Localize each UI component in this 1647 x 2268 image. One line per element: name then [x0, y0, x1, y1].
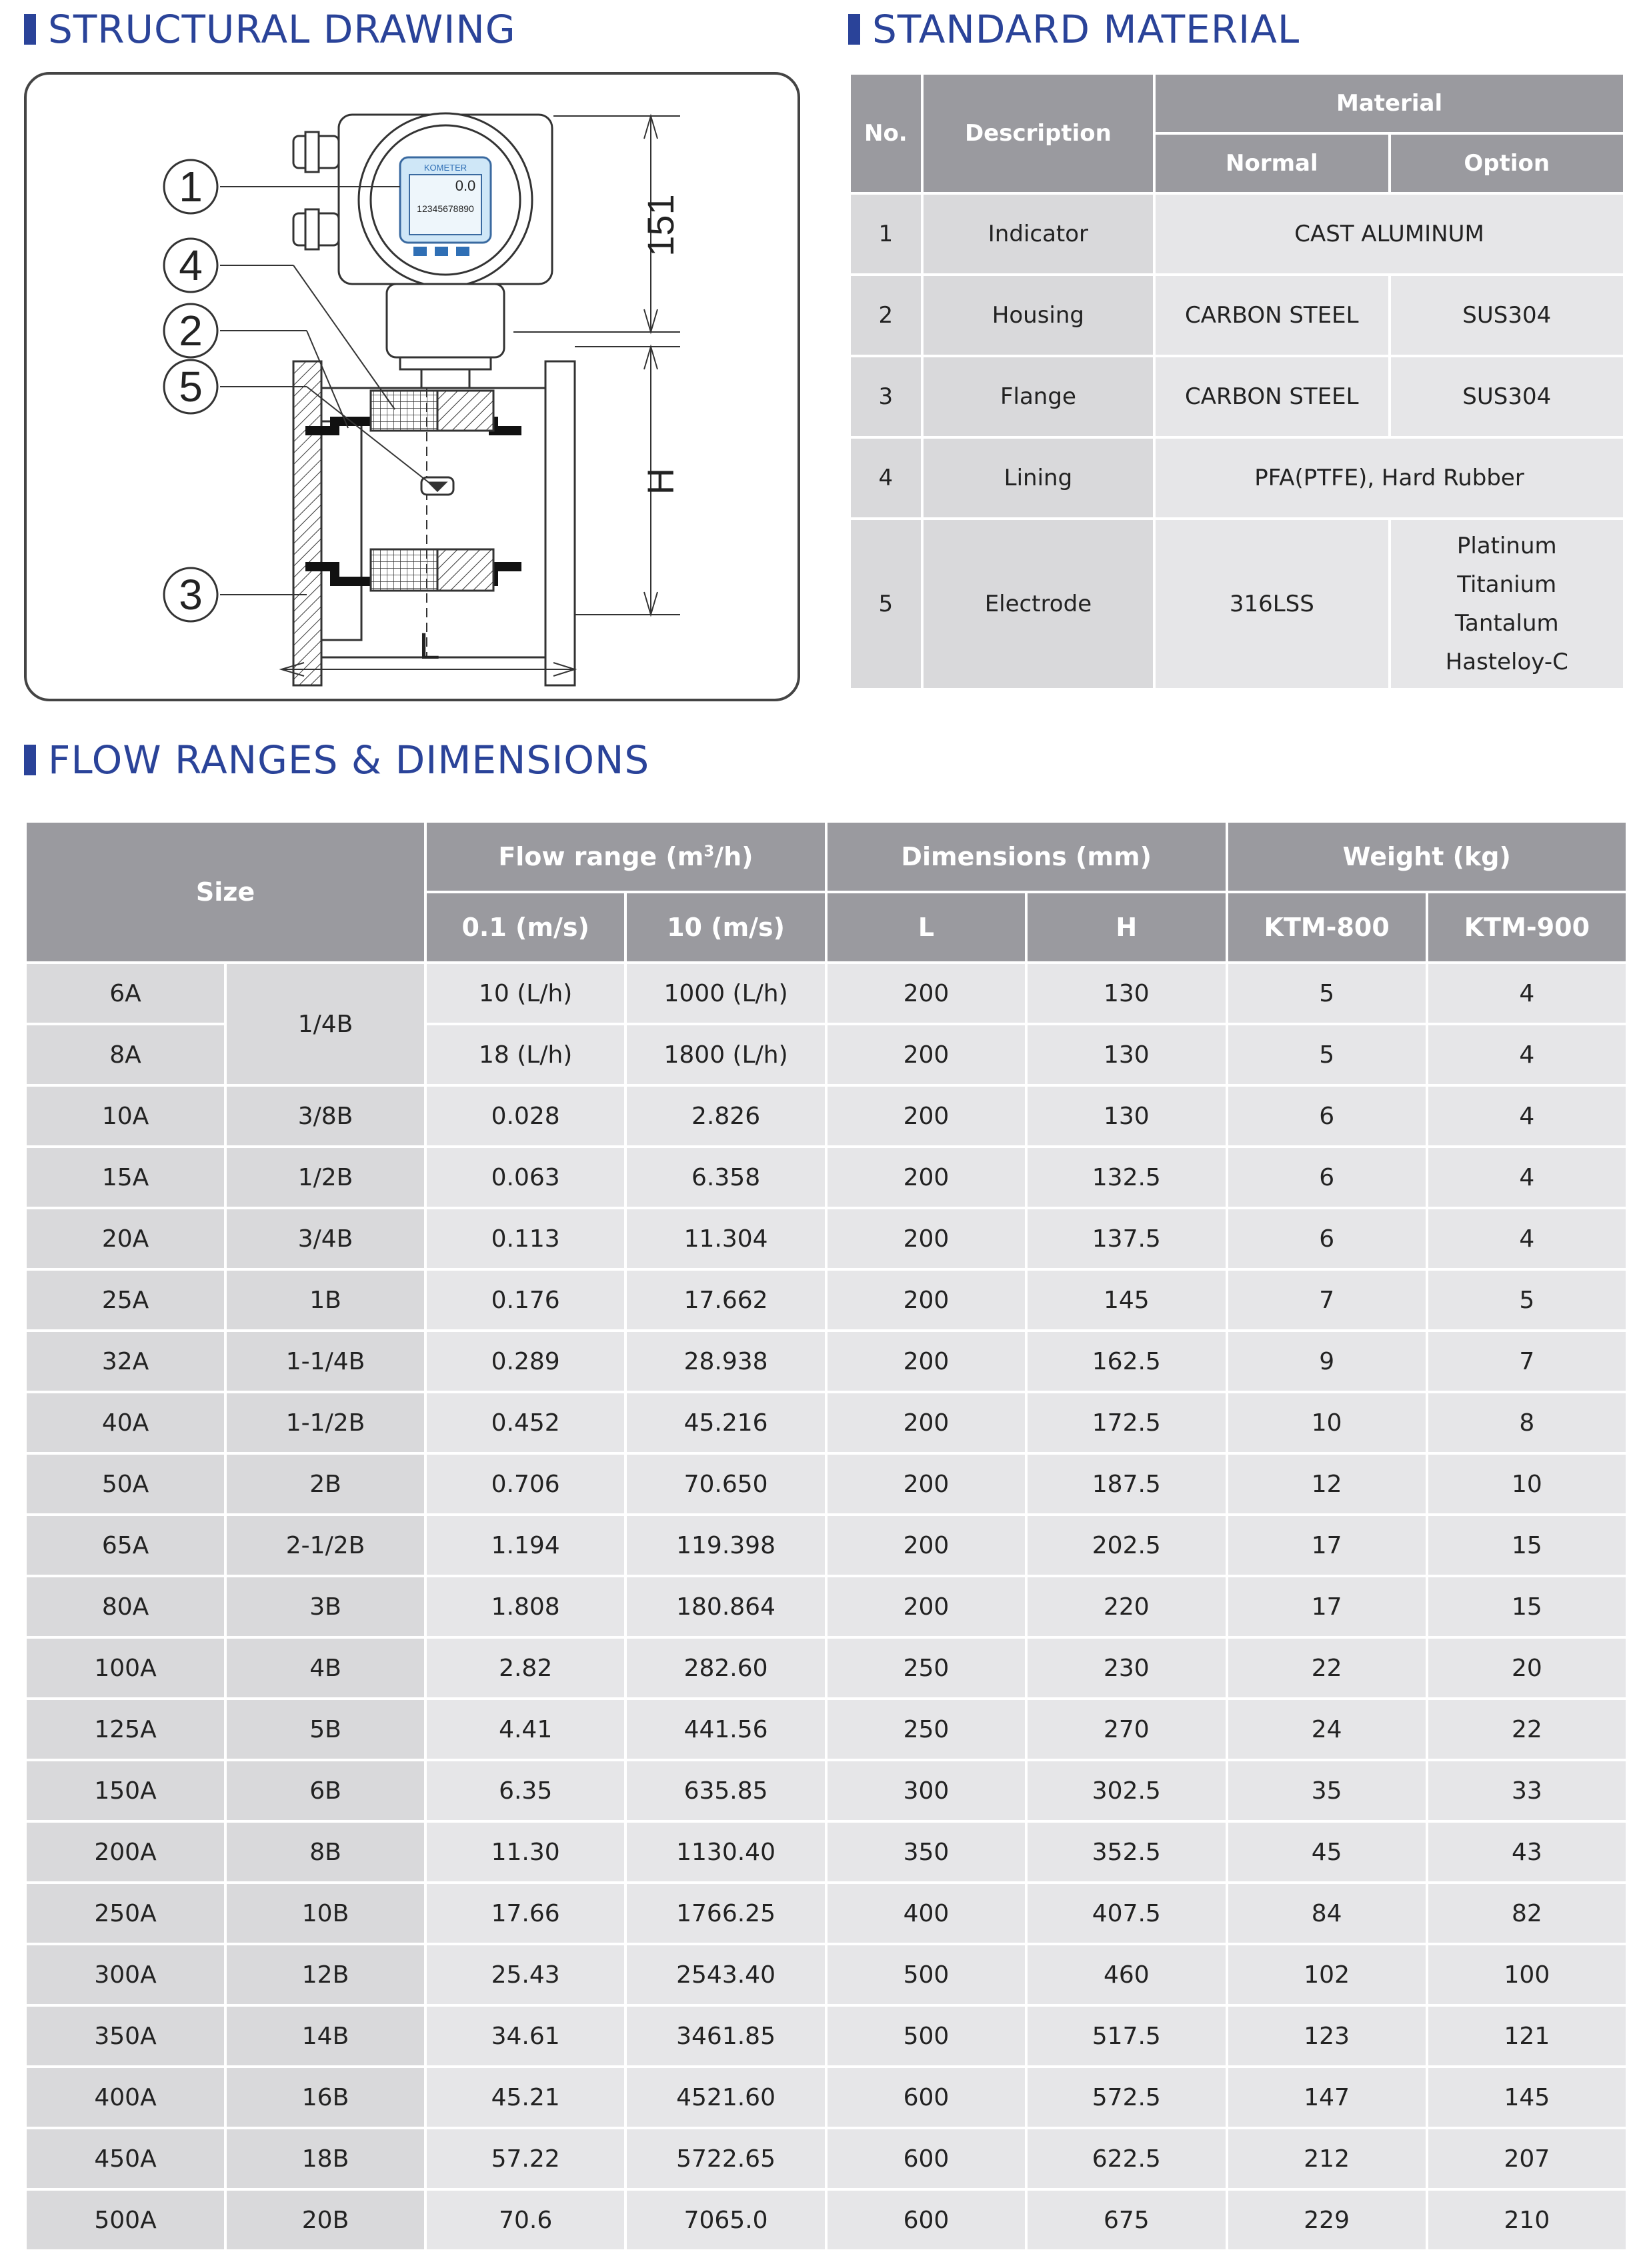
cell-normal: 316LSS: [1156, 520, 1388, 688]
cell-dim-l: 400: [828, 1884, 1025, 1943]
cell-weight-ktm900: 145: [1428, 2068, 1626, 2127]
header-size: Size: [27, 823, 424, 961]
cell-size-b: 1-1/2B: [227, 1393, 424, 1452]
table-row: [27, 2068, 1626, 2127]
cell-size-a: 6A: [27, 964, 224, 1023]
header-velocity-01: 0.1 (m/s): [427, 893, 624, 961]
cell-flow-10: 70.650: [627, 1455, 825, 1513]
cell-weight-ktm900: 15: [1428, 1516, 1626, 1575]
header-no: No.: [851, 75, 921, 192]
cell-dim-h: 145: [1028, 1271, 1225, 1329]
cell-size-b: 20B: [227, 2191, 424, 2249]
cell-flow-10: 17.662: [627, 1271, 825, 1329]
cell-flow-10: 4521.60: [627, 2068, 825, 2127]
table-row: [851, 357, 1623, 436]
flow-ranges-title: FLOW RANGES & DIMENSIONS: [24, 737, 649, 783]
title-bar-marker: [24, 14, 36, 45]
cell-flow-10: 28.938: [627, 1332, 825, 1391]
svg-text:3: 3: [179, 571, 203, 619]
cell-normal: CAST ALUMINUM: [1156, 195, 1623, 273]
cell-weight-ktm900: 100: [1428, 1945, 1626, 2004]
cell-size-a: 200A: [27, 1823, 224, 1881]
cell-description: Lining: [924, 439, 1153, 517]
cell-dim-l: 600: [828, 2129, 1025, 2188]
table-row: [27, 1148, 1626, 1207]
callout-2: [164, 304, 217, 357]
option-item: Platinum: [1456, 533, 1557, 559]
cell-dim-l: 500: [828, 1945, 1025, 2004]
cell-size-a: 450A: [27, 2129, 224, 2188]
cell-weight-ktm800: 17: [1228, 1516, 1426, 1575]
svg-text:1: 1: [179, 163, 203, 211]
cell-flow-01: 2.82: [427, 1639, 624, 1697]
cell-flow-01: 25.43: [427, 1945, 624, 2004]
cell-flow-10: 635.85: [627, 1761, 825, 1820]
flowmeter-drawing: [27, 75, 803, 704]
cell-flow-01: 70.6: [427, 2191, 624, 2249]
table-row: [27, 1516, 1626, 1575]
svg-text:4: 4: [179, 241, 203, 289]
cell-dim-h: 230: [1028, 1639, 1225, 1697]
header-weight: Weight (kg): [1228, 823, 1626, 891]
cell-dim-h: 202.5: [1028, 1516, 1225, 1575]
cell-flow-10: 2.826: [627, 1087, 825, 1145]
table-row: [851, 439, 1623, 517]
cell-flow-10: 11.304: [627, 1209, 825, 1268]
cell-weight-ktm900: 7: [1428, 1332, 1626, 1391]
cell-flow-10: 282.60: [627, 1639, 825, 1697]
cell-size-a: 350A: [27, 2007, 224, 2065]
cell-size-a: 500A: [27, 2191, 224, 2249]
cell-size-b: 8B: [227, 1823, 424, 1881]
cell-weight-ktm900: 43: [1428, 1823, 1626, 1881]
cell-flow-01: 0.028: [427, 1087, 624, 1145]
cell-flow-01: 1.194: [427, 1516, 624, 1575]
cell-weight-ktm800: 24: [1228, 1700, 1426, 1759]
cell-weight-ktm900: 121: [1428, 2007, 1626, 2065]
cell-size-b: 1B: [227, 1271, 424, 1329]
cell-description: Indicator: [924, 195, 1153, 273]
cell-size-b: 2B: [227, 1455, 424, 1513]
cell-flow-10: 180.864: [627, 1577, 825, 1636]
header-ktm-900: KTM-900: [1428, 893, 1626, 961]
cell-dim-h: 407.5: [1028, 1884, 1225, 1943]
callout-5: [164, 360, 217, 413]
cell-weight-ktm800: 35: [1228, 1761, 1426, 1820]
cell-flow-10: 3461.85: [627, 2007, 825, 2065]
header-dimensions: Dimensions (mm): [828, 823, 1226, 891]
cell-size-b: 3B: [227, 1577, 424, 1636]
option-item: Tantalum: [1454, 610, 1559, 637]
cell-flow-10: 2543.40: [627, 1945, 825, 2004]
table-row: [27, 2007, 1626, 2065]
header-ktm-800: KTM-800: [1228, 893, 1426, 961]
cell-normal: CARBON STEEL: [1156, 357, 1388, 436]
cell-weight-ktm900: 4: [1428, 1087, 1626, 1145]
cell-weight-ktm800: 22: [1228, 1639, 1426, 1697]
cell-size-a: 100A: [27, 1639, 224, 1697]
cell-weight-ktm800: 229: [1228, 2191, 1426, 2249]
cell-dim-l: 200: [828, 1455, 1025, 1513]
table-row: [27, 2129, 1626, 2188]
cell-dim-l: 200: [828, 1209, 1025, 1268]
cell-option: SUS304: [1391, 276, 1623, 355]
table-row: [27, 1393, 1626, 1452]
cell-weight-ktm800: 5: [1228, 964, 1426, 1023]
cell-size-b: 14B: [227, 2007, 424, 2065]
cell-weight-ktm800: 12: [1228, 1455, 1426, 1513]
flow-ranges-table: [24, 820, 1628, 2252]
cell-weight-ktm800: 6: [1228, 1087, 1426, 1145]
cell-dim-l: 600: [828, 2068, 1025, 2127]
cell-flow-10: 45.216: [627, 1393, 825, 1452]
cell-option: SUS304: [1391, 357, 1623, 436]
cell-flow-01: 18 (L/h): [427, 1025, 624, 1084]
cell-dim-l: 350: [828, 1823, 1025, 1881]
dimension-l-label: L: [419, 625, 440, 667]
cell-weight-ktm800: 84: [1228, 1884, 1426, 1943]
standard-material-title: STANDARD MATERIAL: [848, 7, 1300, 52]
cell-dim-l: 200: [828, 1516, 1025, 1575]
cell-flow-01: 17.66: [427, 1884, 624, 1943]
cell-size-a: 25A: [27, 1271, 224, 1329]
table-row: [851, 195, 1623, 273]
header-option: Option: [1391, 135, 1623, 192]
cell-dim-h: 622.5: [1028, 2129, 1225, 2188]
cell-flow-10: 1800 (L/h): [627, 1025, 825, 1084]
cell-dim-h: 220: [1028, 1577, 1225, 1636]
cell-flow-01: 34.61: [427, 2007, 624, 2065]
cell-size-a: 400A: [27, 2068, 224, 2127]
cell-flow-01: 1.808: [427, 1577, 624, 1636]
cell-size-b: 4B: [227, 1639, 424, 1697]
cell-dim-h: 187.5: [1028, 1455, 1225, 1513]
cell-weight-ktm800: 45: [1228, 1823, 1426, 1881]
header-h: H: [1028, 893, 1225, 961]
table-row: [27, 1639, 1626, 1697]
cell-weight-ktm800: 9: [1228, 1332, 1426, 1391]
cell-dim-l: 200: [828, 1393, 1025, 1452]
cell-dim-h: 460: [1028, 1945, 1225, 2004]
cell-dim-h: 137.5: [1028, 1209, 1225, 1268]
cell-size-a: 80A: [27, 1577, 224, 1636]
cell-size-a: 125A: [27, 1700, 224, 1759]
header-flow-range: Flow range $(m^3/h)$: [427, 823, 825, 891]
standard-material-table: [848, 72, 1626, 691]
cell-dim-h: 572.5: [1028, 2068, 1225, 2127]
cell-weight-ktm800: 123: [1228, 2007, 1426, 2065]
title-bar-marker: [848, 14, 860, 45]
cell-dim-h: 352.5: [1028, 1823, 1225, 1881]
cell-weight-ktm900: 33: [1428, 1761, 1626, 1820]
cell-flow-01: 0.289: [427, 1332, 624, 1391]
cell-flow-01: 0.706: [427, 1455, 624, 1513]
cell-flow-10: 1000 (L/h): [627, 964, 825, 1023]
header-velocity-10: 10 (m/s): [627, 893, 825, 961]
cell-size-a: 20A: [27, 1209, 224, 1268]
cell-size-a: 32A: [27, 1332, 224, 1391]
cell-weight-ktm900: 5: [1428, 1271, 1626, 1329]
svg-text:5: 5: [179, 363, 203, 411]
cell-weight-ktm900: 8: [1428, 1393, 1626, 1452]
table-row: [27, 1577, 1626, 1636]
cell-size-a: 50A: [27, 1455, 224, 1513]
cell-option-list: [1391, 520, 1623, 688]
cell-flow-01: 0.176: [427, 1271, 624, 1329]
cell-dim-h: 517.5: [1028, 2007, 1225, 2065]
cell-dim-l: 250: [828, 1639, 1025, 1697]
cell-dim-h: 270: [1028, 1700, 1225, 1759]
flange-left: [293, 361, 321, 685]
cell-weight-ktm900: 20: [1428, 1639, 1626, 1697]
cell-dim-h: 130: [1028, 1025, 1225, 1084]
table-row: [27, 2191, 1626, 2249]
cell-dim-l: 300: [828, 1761, 1025, 1820]
cell-description: Housing: [924, 276, 1153, 355]
cell-no: 2: [851, 276, 921, 355]
cell-weight-ktm900: 4: [1428, 1209, 1626, 1268]
cell-dim-l: 200: [828, 1087, 1025, 1145]
title-bar-marker: [24, 745, 36, 775]
cell-weight-ktm900: 210: [1428, 2191, 1626, 2249]
cell-flow-10: 441.56: [627, 1700, 825, 1759]
cell-flow-01: 0.452: [427, 1393, 624, 1452]
cell-dim-l: 250: [828, 1700, 1025, 1759]
dimension-151-label: 151: [639, 194, 681, 257]
cell-size-b: 12B: [227, 1945, 424, 2004]
cell-weight-ktm900: 4: [1428, 1148, 1626, 1207]
table-row: [27, 1761, 1626, 1820]
cell-size-a: 65A: [27, 1516, 224, 1575]
table-row: [27, 1332, 1626, 1391]
table-row: [27, 1945, 1626, 2004]
cell-dim-l: 200: [828, 1271, 1025, 1329]
cell-dim-l: 200: [828, 1025, 1025, 1084]
cell-size-b: 1/4B: [227, 964, 424, 1084]
cell-weight-ktm900: 22: [1428, 1700, 1626, 1759]
table-row: [27, 1087, 1626, 1145]
cell-flow-01: 45.21: [427, 2068, 624, 2127]
cell-flow-10: 7065.0: [627, 2191, 825, 2249]
cell-dim-l: 200: [828, 1148, 1025, 1207]
dimension-h-label: H: [639, 467, 681, 495]
cell-size-a: 10A: [27, 1087, 224, 1145]
table-row: [27, 1700, 1626, 1759]
cell-weight-ktm800: 6: [1228, 1209, 1426, 1268]
header-normal: Normal: [1156, 135, 1388, 192]
cell-dim-h: 675: [1028, 2191, 1225, 2249]
display-brand: KOMETER: [423, 163, 467, 173]
cell-flow-01: 6.35: [427, 1761, 624, 1820]
cell-dim-l: 200: [828, 1577, 1025, 1636]
cell-no: 5: [851, 520, 921, 688]
callout-3: [164, 568, 217, 621]
cell-size-b: 1/2B: [227, 1148, 424, 1207]
cell-flow-10: 1766.25: [627, 1884, 825, 1943]
cell-flow-10: 6.358: [627, 1148, 825, 1207]
cell-flow-10: 1130.40: [627, 1823, 825, 1881]
cell-weight-ktm800: 7: [1228, 1271, 1426, 1329]
cell-weight-ktm900: 82: [1428, 1884, 1626, 1943]
callout-1: [164, 160, 217, 213]
housing-neck: [387, 284, 504, 357]
cell-weight-ktm800: 147: [1228, 2068, 1426, 2127]
cell-flow-10: 119.398: [627, 1516, 825, 1575]
cell-dim-h: 132.5: [1028, 1148, 1225, 1207]
cell-dim-h: 172.5: [1028, 1393, 1225, 1452]
cell-weight-ktm800: 6: [1228, 1148, 1426, 1207]
cell-flow-10: 5722.65: [627, 2129, 825, 2188]
cell-dim-l: 500: [828, 2007, 1025, 2065]
cell-size-a: 8A: [27, 1025, 224, 1084]
option-item: Hasteloy-C: [1445, 649, 1568, 675]
cell-weight-ktm800: 17: [1228, 1577, 1426, 1636]
cell-dim-h: 130: [1028, 1087, 1225, 1145]
cell-description: Flange: [924, 357, 1153, 436]
table-row: [27, 964, 1626, 1023]
cell-size-b: 16B: [227, 2068, 424, 2127]
option-item: Titanium: [1457, 571, 1557, 598]
cell-normal: PFA(PTFE), Hard Rubber: [1156, 439, 1623, 517]
header-l: L: [828, 893, 1025, 961]
flange-right: [545, 361, 575, 685]
cell-weight-ktm900: 4: [1428, 964, 1626, 1023]
cell-normal: CARBON STEEL: [1156, 276, 1388, 355]
cell-dim-l: 200: [828, 964, 1025, 1023]
cell-dim-h: 302.5: [1028, 1761, 1225, 1820]
cell-description: Electrode: [924, 520, 1153, 688]
cell-size-b: 1-1/4B: [227, 1332, 424, 1391]
cell-size-a: 15A: [27, 1148, 224, 1207]
cell-flow-01: 0.063: [427, 1148, 624, 1207]
table-row: [27, 1271, 1626, 1329]
table-row: [27, 1823, 1626, 1881]
cell-size-b: 3/4B: [227, 1209, 424, 1268]
callout-4: [164, 239, 217, 292]
cell-flow-01: 57.22: [427, 2129, 624, 2188]
cell-size-a: 150A: [27, 1761, 224, 1820]
cell-flow-01: 11.30: [427, 1823, 624, 1881]
cell-no: 4: [851, 439, 921, 517]
cell-flow-01: 4.41: [427, 1700, 624, 1759]
cell-no: 1: [851, 195, 921, 273]
cell-flow-01: 0.113: [427, 1209, 624, 1268]
cell-weight-ktm900: 207: [1428, 2129, 1626, 2188]
cell-dim-l: 600: [828, 2191, 1025, 2249]
cell-dim-h: 130: [1028, 964, 1225, 1023]
cell-size-a: 300A: [27, 1945, 224, 2004]
cell-weight-ktm800: 10: [1228, 1393, 1426, 1452]
table-row: [27, 1884, 1626, 1943]
cell-weight-ktm900: 4: [1428, 1025, 1626, 1084]
table-row: [27, 1455, 1626, 1513]
table-row: [27, 1209, 1626, 1268]
display-value: 0.0: [455, 177, 476, 194]
cell-size-a: 40A: [27, 1393, 224, 1452]
cell-flow-01: 10 (L/h): [427, 964, 624, 1023]
cell-weight-ktm900: 10: [1428, 1455, 1626, 1513]
cell-size-b: 6B: [227, 1761, 424, 1820]
cell-weight-ktm800: 102: [1228, 1945, 1426, 2004]
structural-drawing-title: STRUCTURAL DRAWING: [24, 7, 516, 52]
cell-size-a: 250A: [27, 1884, 224, 1943]
cell-size-b: 10B: [227, 1884, 424, 1943]
cell-size-b: 3/8B: [227, 1087, 424, 1145]
cell-weight-ktm900: 15: [1428, 1577, 1626, 1636]
header-material: Material: [1156, 75, 1623, 132]
cell-dim-h: 162.5: [1028, 1332, 1225, 1391]
structural-drawing-panel: [24, 72, 800, 701]
cell-weight-ktm800: 5: [1228, 1025, 1426, 1084]
cell-size-b: 5B: [227, 1700, 424, 1759]
table-row: [851, 520, 1623, 688]
cell-size-b: 18B: [227, 2129, 424, 2188]
cell-size-b: 2-1/2B: [227, 1516, 424, 1575]
display-digits: 12345678890: [417, 203, 474, 214]
cell-weight-ktm800: 212: [1228, 2129, 1426, 2188]
cell-no: 3: [851, 357, 921, 436]
cell-dim-l: 200: [828, 1332, 1025, 1391]
svg-text:2: 2: [179, 307, 203, 355]
table-row: [851, 276, 1623, 355]
header-description: Description: [924, 75, 1153, 192]
